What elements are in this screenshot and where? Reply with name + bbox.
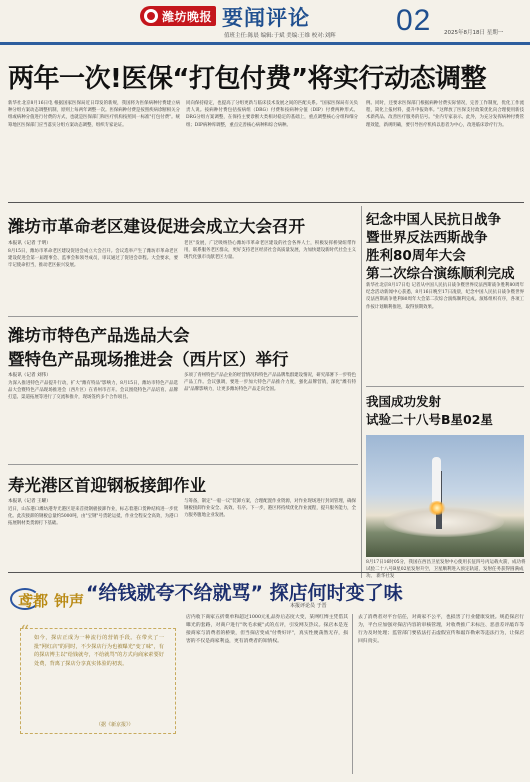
logo-emblem-icon: [144, 9, 158, 23]
satellite-headline-line2: 试验二十八号B星02星: [366, 412, 493, 427]
editor-credits: 值班主任:陈晨 编辑:于斌 美编:王维 校对:刘辉: [224, 33, 336, 39]
right-headline-line4: 第二次综合演练顺利完成: [366, 266, 515, 282]
right-top-text: 新华社北京8月17日电 记者从中国人民抗日战争暨世界反法西斯战争胜利80周年纪念活动新闻中心获悉，8月16日晚至17日凌晨，纪念中国人民抗日战争暨世界反法西斯战争胜利80周年大会第二次综合演练顺利完成。演练组织有序，各项工作按计划顺利推进，取得预期效果。: [366, 283, 524, 310]
port-byline: 本报讯（记者 王曜）: [8, 499, 51, 504]
port-text-col2: 与筹备，制定"一船一议"装卸方案，合理配置作业资源，对作业现场进行封闭管理，确保钢板接卸作业安全、高效、有序。下一步，港区将持续优化作业流程，提升服务能力，全力服务腹地企业发展。: [184, 499, 356, 519]
products-text-col1: 为深入推进特色产品提升行动，扩大"潍有特品"影响力，8月15日，潍坊市特色产品选品大会暨特色产品现场推进会（西片区）在青州市召开。会议围绕特色产品培育、品牌打造、渠道拓展等进行了交流和推介，现场签约多个合作项目。: [8, 381, 178, 401]
quote-mark-icon: “: [20, 622, 30, 643]
opinion-byline: 本报评论员 于晋: [290, 603, 327, 609]
cmd-text-col1: 8月15日，潍坊市革命老区建设促进会成立大会召开。会议选举产生了潍坊市革命老区建设促进会第一届理事会、监事会和领导成员，审议通过了促进会章程。大会要求，要牢记使命担当，推动老区振兴发展。: [8, 249, 178, 269]
divider: [8, 572, 524, 573]
rocket-launch-photo: [366, 435, 524, 557]
lead-text-col1: 新华社北京8月16日电 根据国家医保局近日印发的新规，我国将为医保病种付费建立病种分组方案动态调整机制，原则上每两年调整一次。医保病种付费是按照疾病诊断相关分组或病种分值进行付费的方式，也就是医保部门和医疗机构按照同一标准"打包付费"。统筹地区医保部门应当落实分组方案动态调整，组织专家论证。: [8, 101, 180, 128]
right-headline-line1: 纪念中国人民抗日战争: [366, 212, 501, 228]
opinion-text-col1: 店内收下商家五折菜单和超过1000元礼品券后态度大变，某网红博主凭借其曝光的套路，对商户进行"吹毛求疵"式的点评，引发网友热议。探店本是连接商家与消费者的桥梁，但当探店变成"付费好评"，真实性便荡然无存，损害的不仅是商家利益，更有消费者的知情权。: [186, 615, 348, 644]
rocket-flame: [428, 501, 446, 515]
lead-text-col2: 同向保持稳定，也提高了分组更新与临床技术发展之间的匹配关系。"国家医保局有关负责人说。按病种付费包括按病组（DRG）付费和按病种分值（DIP）付费两种形式。DRG分组方案调整，在保持主要诊断大类相对稳定的基础上，重点调整核心分组和细分组；DIP病种库调整，重点完善核心病种和综合病种。: [186, 101, 358, 128]
right-headline-line3: 胜利80周年大会: [366, 248, 466, 264]
masthead-rule: [0, 42, 530, 45]
masthead: [0, 0, 530, 46]
right-headline-line2: 暨世界反法西斯战争: [366, 230, 488, 246]
cmd-byline: 本报讯（记者 于明）: [8, 241, 51, 246]
opinion-headline: “给钱就夸不给就骂” 探店何时变了味: [86, 582, 403, 604]
products-headline-line2: 暨特色产品现场推进会（西片区）举行: [8, 350, 289, 369]
column-divider: [352, 614, 353, 774]
issue-date: 2025年8月18日 星期一: [444, 30, 504, 36]
divider: [8, 464, 358, 465]
divider: [366, 386, 524, 387]
opinion-quote: 如今，探店正成为一种流行的营销手段。在带火了一批"网红店"的同时，不少探店行为也被曝光"变了味"，有的探店博主以"给钱就夸，不给就骂"的方式向商家索要好处费，背离了探店分享真实体验的初衷。: [34, 635, 164, 667]
lead-headline: 两年一次!医保“打包付费”将实行动态调整: [8, 64, 487, 94]
cmd-headline: 潍坊市革命老区建设促进会成立大会召开: [8, 217, 305, 236]
rocket: [432, 457, 441, 503]
column-badge: [10, 584, 84, 614]
satellite-headline-line1: 我国成功发射: [366, 394, 442, 409]
products-headline-line1: 潍坊市特色产品选品大会: [8, 326, 190, 345]
opinion-text-col2: 去了消费者对平台信任，对商家不公平，也损害了行业健康发展。规范探店行为，平台应加强对探店内容的审核管理，对收费推广未标注、恶意差评敲诈等行为及时处理；监管部门要依法打击虚假宣传和敲诈勒索等违法行为，让探店回归真实。: [358, 615, 524, 644]
photo-caption: 8月17日16时05分，我国在西昌卫星发射中心使用长征四号丙运载火箭，成功将试验二十八号B星02星发射升空，卫星顺利进入预定轨道，发射任务获得圆满成功。 新华社发: [366, 560, 526, 579]
logo-text: 潍坊晚报: [162, 9, 213, 24]
divider: [8, 316, 358, 317]
newspaper-logo: [140, 6, 216, 26]
lead-text-col3: 例。同时，还要求医保部门根据病种付费实际情况，完善工作制度，优化工作流程，简化上报材料，提升申报效率。"这释放了医保支付政策优化向合理使用新技术新药品、改善医疗服务的信号。"业内专家表示。此外，为充分发挥病种付费管理效能，新规明确，要引导医疗机构以患者为中心，改进临床诊疗行为。: [366, 101, 524, 128]
badge-text-1: 鸢都: [18, 592, 49, 610]
products-byline: 本报讯（记者 刘伟）: [8, 373, 51, 378]
cmd-text-col2: 老区"发展，广泛吸纳热心潍坊市革命老区建设的社会各界人士，积极发挥桥梁纽带作用，联系服务老区群众，更好支持老区经济社会高质量发展，为加快建设新时代社会主义现代化强市贡献老区力量。: [184, 241, 356, 261]
page-number: 02: [396, 4, 432, 37]
quote-source: （据《新京报》）: [96, 722, 134, 728]
badge-text-2: 钟声: [54, 592, 85, 610]
column-divider: [361, 206, 362, 578]
port-text-col1: 近日，山东港口潍坊港寿光港区迎来首批钢板接卸作业，标志着港口货种结构进一步优化。此次接卸的钢板总量约5000吨，由"宝钢"号货轮运抵，作业全程安全高效，为港口拓展钢材类货源打下基础。: [8, 507, 178, 527]
divider: [8, 202, 524, 203]
products-text-col2: 多项了青州特色产品企业的经营情况和特色产品品牌集群建设情况，研究部署下一步特色产品工作。会议强调，要进一步加大特色产品推介力度，强化品牌营销，深化"潍有特品"品牌影响力，让更多潍坊特色产品走向全国。: [184, 373, 356, 393]
port-headline: 寿光港区首迎钢板接卸作业: [8, 476, 206, 495]
section-title: 要闻评论: [222, 5, 310, 30]
